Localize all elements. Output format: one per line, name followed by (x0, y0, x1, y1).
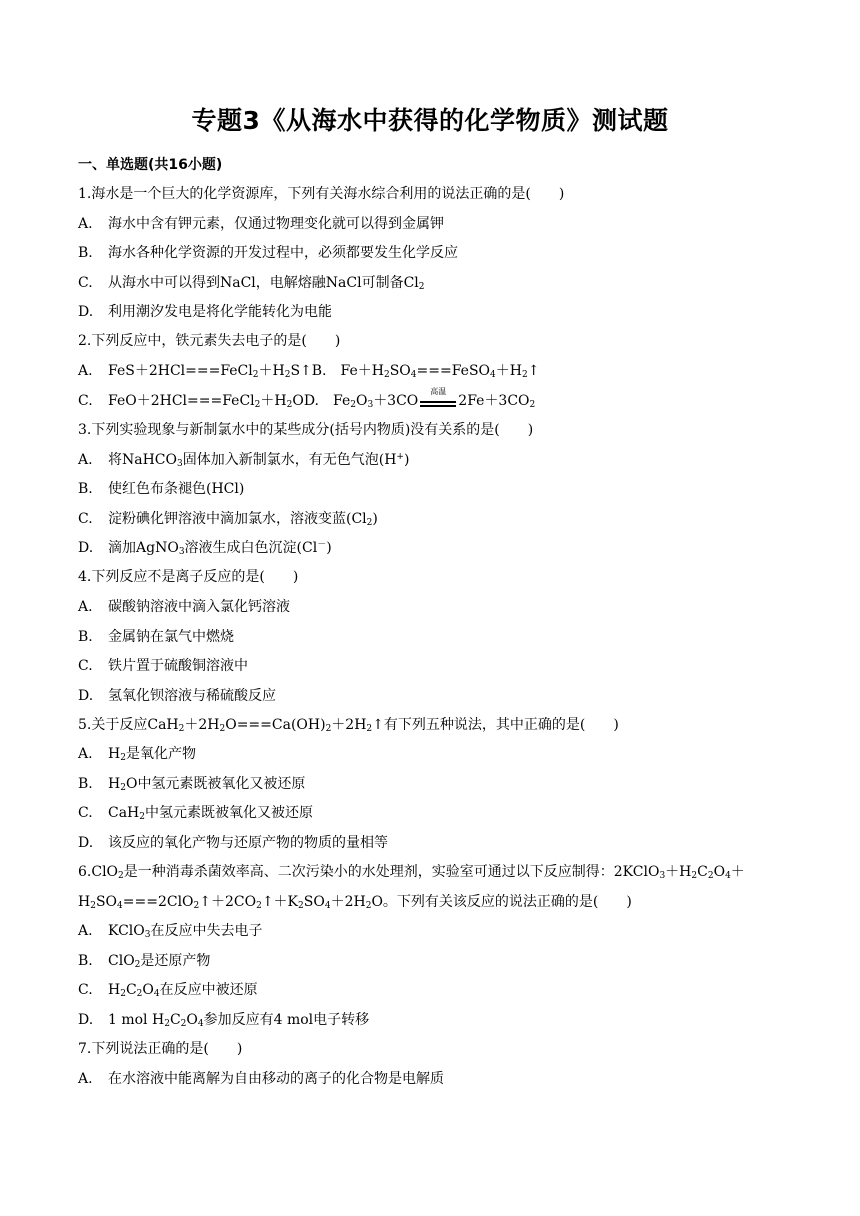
q5-option-c: C. CaH$_2$中氢元素既被氧化又被还原 (78, 805, 314, 822)
q2-options-cd: C. $FeO+2HCl===FeCl_2+H_2OD$. $Fe_2O_3+3CO$ 高温 $2Fe+3CO_2$ (78, 387, 536, 410)
q7-option-a: A. 在水溶液中能离解为自由移动的离子的化合物是电解质 (78, 1071, 444, 1087)
reaction-condition: 高温 (420, 394, 456, 408)
q5-stem: 5.关于反应$CaH_2+2H_2O===Ca(OH)_2+2H_2↑$有下列五种说法，其中正确的是( ) (78, 717, 619, 734)
section-heading: 一、单选题(共16小题) (78, 157, 223, 173)
q1-option-c: C. 从海水中可以得到NaCl，电解熔融NaCl可制备$Cl_2$ (78, 275, 425, 292)
q6-option-d: D. 1 mol $H_2C_2O_4$参加反应有4 mol电子转移 (78, 1012, 370, 1029)
q5-option-a: A. $H_2$是氧化产物 (78, 746, 196, 763)
q2-options-ab: A. $FeS+2HCl===FeCl_2+H_2S↑B$. $Fe+H_2SO_4===FeSO_4+H_2↑$ (78, 363, 540, 380)
q3-option-d: D. 滴加AgNO$_3$溶液生成白色沉淀(Cl－) (78, 540, 332, 557)
q5-option-d: D. 该反应的氧化产物与还原产物的物质的量相等 (78, 835, 388, 851)
q4-option-c: C. 铁片置于硫酸铜溶液中 (78, 658, 248, 674)
q3-option-c: C. 淀粉碘化钾溶液中滴加氯水，溶液变蓝$(Cl_2)$ (78, 511, 378, 528)
q4-stem: 4.下列反应不是离子反应的是( ) (78, 569, 299, 585)
q1-option-d: D. 利用潮汐发电是将化学能转化为电能 (78, 304, 332, 320)
q1-option-a: A. 海水中含有钾元素，仅通过物理变化就可以得到金属钾 (78, 216, 444, 232)
q5-option-b: B. $H_2O$中氢元素既被氧化又被还原 (78, 776, 306, 793)
q6-stem-line1: 6.ClO$_2$是一种消毒杀菌效率高、二次污染小的水处理剂，实验室可通过以下反应制得：$2KClO_3+H_2C_2O_4+$ (78, 864, 745, 881)
q1-stem: 1.海水是一个巨大的化学资源库，下列有关海水综合利用的说法正确的是( ) (78, 186, 565, 202)
q4-option-d: D. 氢氧化钡溶液与稀硫酸反应 (78, 688, 276, 704)
q3-option-a: A. 将NaHCO$_3$固体加入新制氯水，有无色气泡(H+) (78, 452, 410, 469)
q2-stem: 2.下列反应中，铁元素失去电子的是( ) (78, 333, 341, 349)
q4-option-a: A. 碳酸钠溶液中滴入氯化钙溶液 (78, 599, 290, 615)
q4-option-b: B. 金属钠在氯气中燃烧 (78, 629, 234, 645)
q3-option-b: B. 使红色布条褪色(HCl) (78, 481, 245, 497)
q3-stem: 3.下列实验现象与新制氯水中的某些成分(括号内物质)没有关系的是( ) (78, 422, 534, 438)
page-title: 专题3《从海水中获得的化学物质》测试题 (191, 106, 669, 135)
q6-stem-line2: $H_2SO_4===2ClO_2↑+2CO_2↑+K_2SO_4+2H_2O$。下列有关该反应的说法正确的是( ) (78, 894, 632, 911)
q6-option-c: C. $H_2C_2O_4$在反应中被还原 (78, 982, 258, 999)
q7-stem: 7.下列说法正确的是( ) (78, 1041, 243, 1057)
q6-option-a: A. KClO$_3$在反应中失去电子 (78, 923, 263, 940)
q6-option-b: B. ClO$_2$是还原产物 (78, 953, 211, 970)
q1-option-b: B. 海水各种化学资源的开发过程中，必须都要发生化学反应 (78, 245, 458, 261)
